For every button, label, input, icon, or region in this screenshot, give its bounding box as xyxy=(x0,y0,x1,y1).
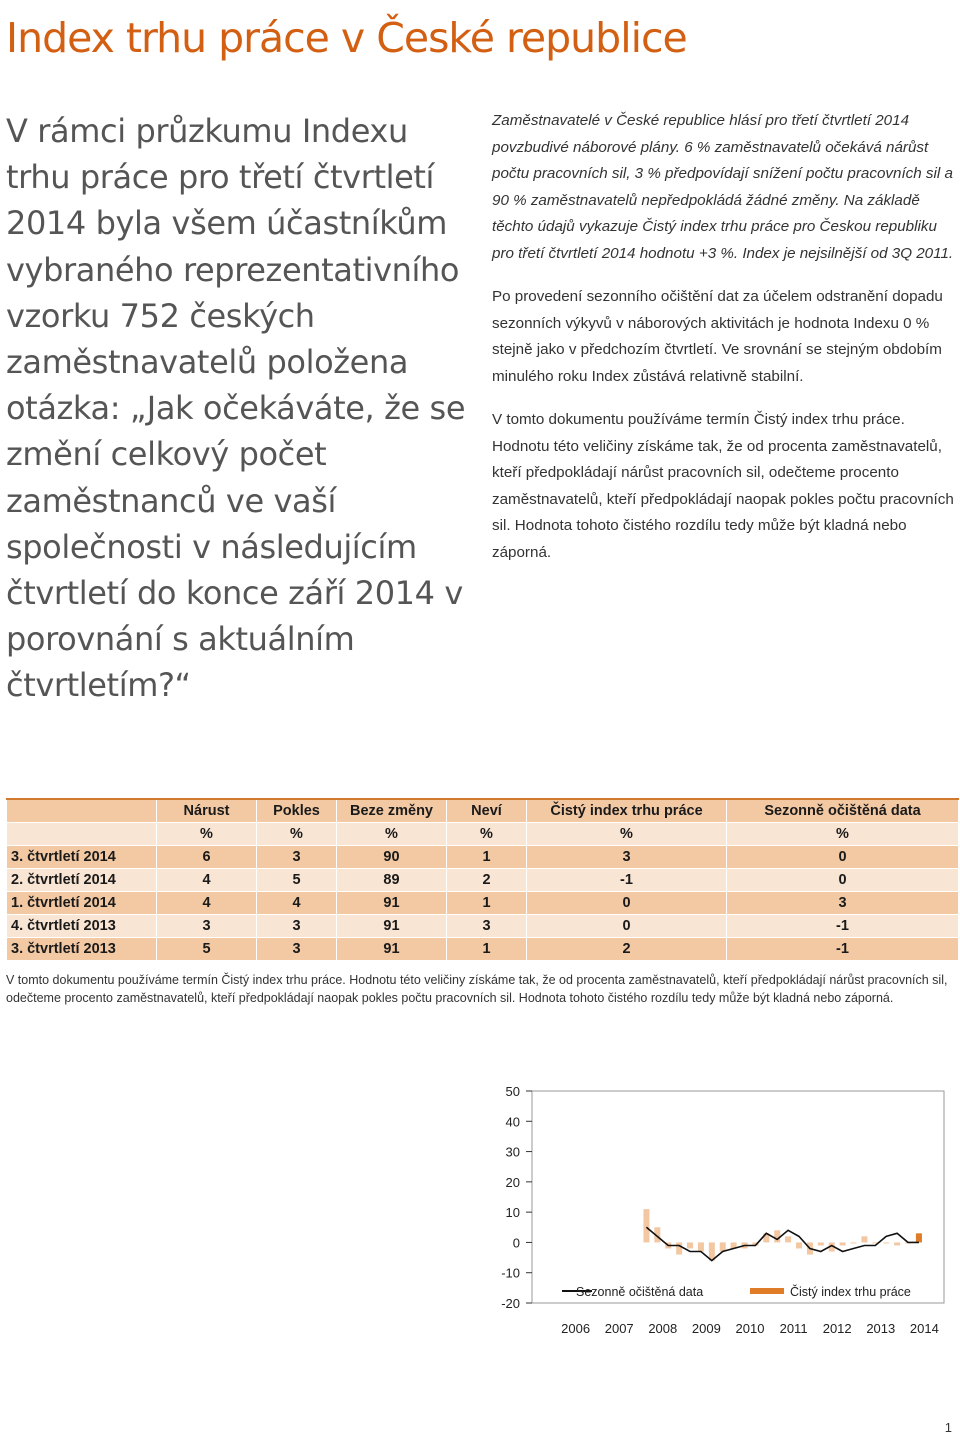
table-cell: 0 xyxy=(527,892,727,915)
bar xyxy=(851,1242,857,1243)
table-cell: 0 xyxy=(727,846,959,869)
bar xyxy=(774,1230,780,1242)
table-cell: 3 xyxy=(257,938,337,961)
y-tick-label: -20 xyxy=(501,1296,520,1311)
bar xyxy=(840,1242,846,1245)
table-cell: 89 xyxy=(337,869,447,892)
index-chart xyxy=(492,1075,954,1345)
table-cell: 90 xyxy=(337,846,447,869)
table-cell: 4 xyxy=(157,869,257,892)
table-cell: 6 xyxy=(157,846,257,869)
bar xyxy=(818,1242,824,1245)
table-cell: 5 xyxy=(257,869,337,892)
bar xyxy=(698,1242,704,1251)
table-cell: 3 xyxy=(527,846,727,869)
y-tick-label: 20 xyxy=(505,1174,520,1190)
summary-paragraph-3: V tomto dokumentu používáme termín Čistý index trhu práce. Hodnotu této veličiny získáme tak, že od procenta zaměstnavatelů, kteří předpokládají nárůst pracovních sil, odečteme procento zaměstnavatelů, kteří předpokládají naopak pokles počtu pracovních sil. Hodnota tohoto čistého rozdílu tedy může být kladná nebo záporná. xyxy=(492,410,954,561)
summary-paragraph-1: Zaměstnavatelé v České republice hlásí pro třetí čtvrtletí 2014 povzbudivé náborové plány. 6 % zaměstnavatelů očekává nárůst počtu pracovních sil, 3 % předpovídají snížení počtu pracovních sil a 90 % zaměstnavatelů nepředpokládá žádné změny. Na základě těchto údajů vykazuje Čistý index trhu práce pro Českou republiku pro třetí čtvrtletí 2014 hodnotu +3 %. Index je nejsilnější od 3Q 2011. xyxy=(492,112,954,262)
x-tick-label: 2014 xyxy=(909,1321,939,1336)
y-tick-label: -10 xyxy=(501,1265,520,1281)
unit-cell: % xyxy=(337,823,447,846)
bar xyxy=(676,1242,682,1254)
legend-line-label: Sezonně očištěná data xyxy=(576,1285,704,1299)
bar xyxy=(687,1242,693,1248)
y-tick-label: 30 xyxy=(505,1144,520,1160)
table-cell: 4 xyxy=(257,892,337,915)
unit-cell: % xyxy=(257,823,337,846)
summary-column xyxy=(492,108,954,583)
header-cell xyxy=(7,799,157,823)
row-label: 3. čtvrtletí 2014 xyxy=(7,846,157,869)
y-tick-label: 40 xyxy=(505,1114,520,1130)
results-table xyxy=(6,798,959,961)
results-table-wrap xyxy=(6,798,958,961)
table-cell: 5 xyxy=(157,938,257,961)
x-tick-label: 2007 xyxy=(604,1321,634,1336)
page-title: Index trhu práce v České republice xyxy=(6,14,687,62)
table-cell: 3 xyxy=(257,846,337,869)
unit-cell: % xyxy=(157,823,257,846)
header-cell: Pokles xyxy=(257,799,337,823)
bar xyxy=(861,1236,867,1242)
header-cell: Sezonně očištěná data xyxy=(727,799,959,823)
header-cell: Nárust xyxy=(157,799,257,823)
bar xyxy=(916,1233,922,1242)
y-tick-label: 10 xyxy=(505,1205,520,1221)
table-cell: 1 xyxy=(447,938,527,961)
table-cell: 0 xyxy=(527,915,727,938)
x-tick-label: 2010 xyxy=(735,1321,765,1336)
legend-bar-label: Čistý index trhu práce xyxy=(790,1285,911,1299)
unit-cell: % xyxy=(447,823,527,846)
table-cell: 91 xyxy=(337,915,447,938)
bar xyxy=(796,1242,802,1248)
table-row xyxy=(7,938,959,961)
x-tick-label: 2013 xyxy=(866,1321,896,1336)
table-cell: 3 xyxy=(727,892,959,915)
x-tick-label: 2008 xyxy=(648,1321,678,1336)
header-cell: Neví xyxy=(447,799,527,823)
y-tick-label: 0 xyxy=(512,1235,520,1251)
intro-question: V rámci průzkumu Indexu trhu práce pro třetí čtvrtletí 2014 byla všem účastníkům vybraného reprezentativního vzorku 752 českých zaměstnavatelů položena otázka: „Jak očekáváte, že se změní celkový počet zaměstnanců ve vaší společnosti v následujícím čtvrtletí do konce září 2014 v porovnání s aktuálním čtvrtletím?“ xyxy=(6,112,466,705)
row-label: 4. čtvrtletí 2013 xyxy=(7,915,157,938)
y-tick-label: 50 xyxy=(505,1084,520,1099)
bar xyxy=(894,1242,900,1245)
header-cell: Beze změny xyxy=(337,799,447,823)
table-header-row xyxy=(7,799,959,823)
table-footnote: V tomto dokumentu používáme termín Čistý index trhu práce. Hodnotu této veličiny získáme tak, že od procenta zaměstnavatelů, kteří předpokládají nárůst pracovních sil, odečteme procento zaměstnavatelů, kteří předpokládají naopak pokles počtu pracovních sil. Hodnota tohoto čistého rozdílu tedy může být kladná nebo záporná. xyxy=(6,973,948,1005)
bar xyxy=(643,1209,649,1242)
row-label: 1. čtvrtletí 2014 xyxy=(7,892,157,915)
table-cell: 2 xyxy=(447,869,527,892)
table-cell: 91 xyxy=(337,938,447,961)
unit-cell: % xyxy=(727,823,959,846)
table-cell: -1 xyxy=(527,869,727,892)
plot-frame xyxy=(532,1091,944,1303)
table-cell: 3 xyxy=(447,915,527,938)
table-cell: 3 xyxy=(257,915,337,938)
table-cell: 3 xyxy=(157,915,257,938)
row-label: 3. čtvrtletí 2013 xyxy=(7,938,157,961)
bar xyxy=(883,1242,889,1243)
table-row xyxy=(7,869,959,892)
table-cell: 4 xyxy=(157,892,257,915)
table-row xyxy=(7,846,959,869)
table-cell: 1 xyxy=(447,892,527,915)
table-units-row xyxy=(7,823,959,846)
table-cell: -1 xyxy=(727,938,959,961)
bar xyxy=(785,1236,791,1242)
legend-bar-swatch xyxy=(750,1288,784,1294)
table-row xyxy=(7,892,959,915)
table-cell: 1 xyxy=(447,846,527,869)
unit-cell xyxy=(7,823,157,846)
table-cell: 2 xyxy=(527,938,727,961)
table-cell: 0 xyxy=(727,869,959,892)
header-cell: Čistý index trhu práce xyxy=(527,799,727,823)
x-tick-label: 2012 xyxy=(822,1321,852,1336)
table-cell: -1 xyxy=(727,915,959,938)
table-row xyxy=(7,915,959,938)
summary-paragraph-2: Po provedení sezonního očištění dat za účelem odstranění dopadu sezonních výkyvů v náborových aktivitách je hodnota Indexu 0 % stejně jako v předchozím čtvrtletí. Ve srovnání se stejným obdobím minulého roku Index zůstává relativně stabilní. xyxy=(492,288,943,385)
x-tick-label: 2011 xyxy=(779,1321,808,1336)
row-label: 2. čtvrtletí 2014 xyxy=(7,869,157,892)
x-tick-label: 2006 xyxy=(561,1321,591,1336)
page-number: 1 xyxy=(944,1420,952,1435)
x-tick-label: 2009 xyxy=(691,1321,721,1336)
table-cell: 91 xyxy=(337,892,447,915)
unit-cell: % xyxy=(527,823,727,846)
